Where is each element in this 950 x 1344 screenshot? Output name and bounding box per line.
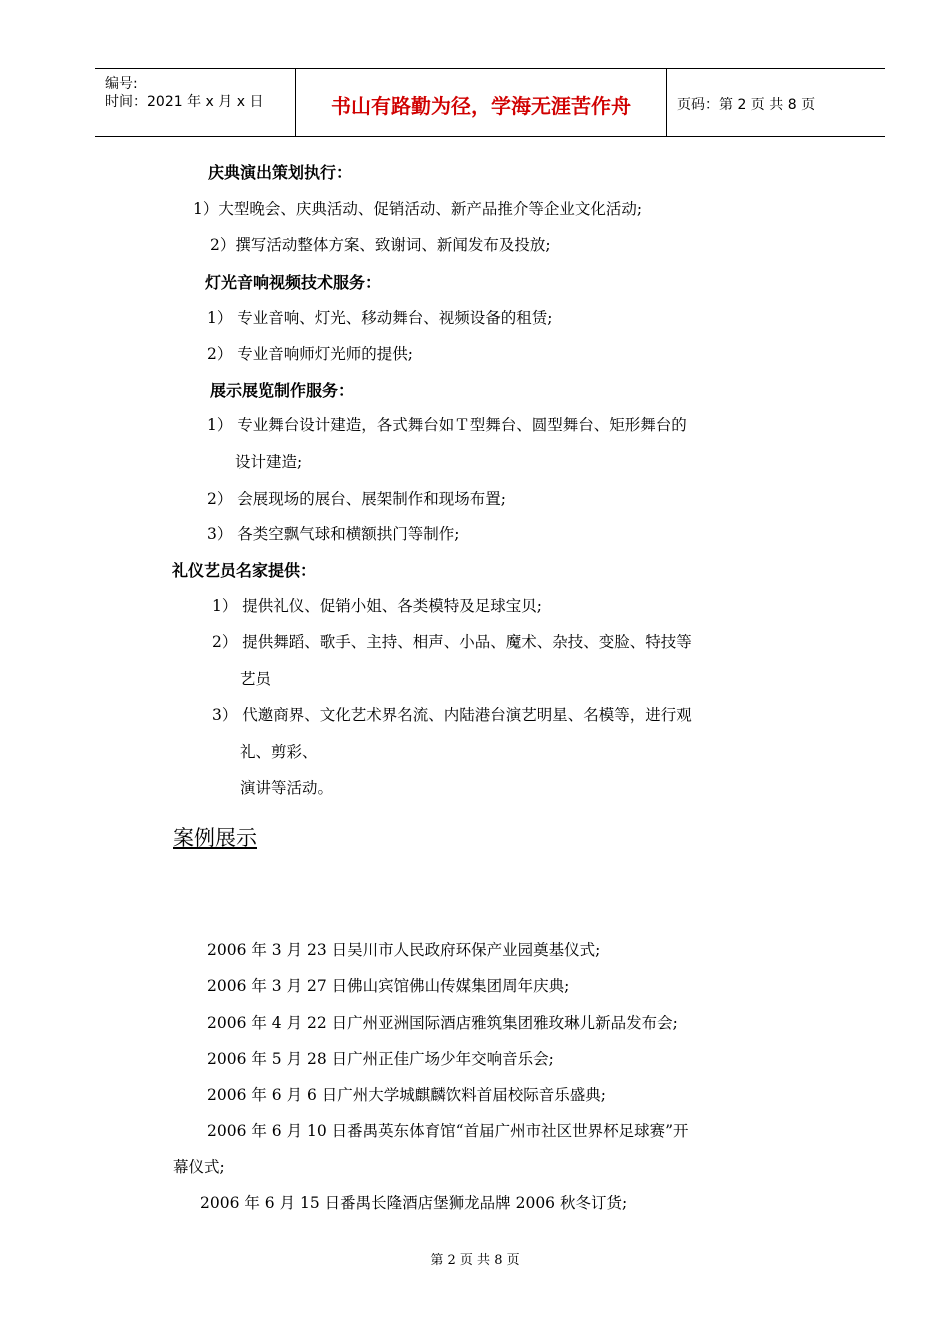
section-title-etiquette: 礼仪艺员名家提供： xyxy=(172,561,317,580)
header-motto-cell xyxy=(296,69,667,136)
page-footer: 第 2 页 共 8 页 xyxy=(430,1253,520,1268)
case-item: 2006 年 6 月 6 日广州大学城麒麟饮料首届校际音乐盛典; xyxy=(207,1086,607,1104)
list-item: 1） 专业舞台设计建造，各式舞台如Ｔ型舞台、圆型舞台、矩形舞台的 xyxy=(207,416,687,434)
case-item: 幕仪式; xyxy=(173,1158,225,1176)
motto: 书山有路勤为径，学海无涯苦作舟 xyxy=(331,94,631,118)
case-item: 2006 年 5 月 28 日广州正佳广场少年交响音乐会; xyxy=(207,1050,554,1068)
header-page-cell xyxy=(667,69,885,136)
case-item: 2006 年 6 月 10 日番禺英东体育馆“首届广州市社区世界杯足球赛”开 xyxy=(207,1122,689,1140)
list-item: 3） 代邀商界、文化艺术界名流、内陆港台演艺明星、名模等，进行观 xyxy=(212,706,692,724)
list-item: 1）大型晚会、庆典活动、促销活动、新产品推介等企业文化活动; xyxy=(193,200,643,218)
list-item: 演讲等活动。 xyxy=(240,779,334,797)
page-info: 页码：第 2 页 共 8 页 xyxy=(677,97,816,113)
cases-title: 案例展示 xyxy=(173,826,257,850)
time-label: 时间：2021 年 x 月 x 日 xyxy=(105,94,264,110)
list-item: 2）撰写活动整体方案、致谢词、新闻发布及投放; xyxy=(210,236,551,254)
section-title-celebration: 庆典演出策划执行： xyxy=(208,163,353,182)
list-item: 艺员 xyxy=(240,670,272,688)
case-item: 2006 年 3 月 27 日佛山宾馆佛山传媒集团周年庆典; xyxy=(207,977,570,995)
section-title-lighting: 灯光音响视频技术服务： xyxy=(205,273,382,292)
list-item: 1） 提供礼仪、促销小姐、各类模特及足球宝贝; xyxy=(212,597,543,615)
list-item: 3） 各类空飘气球和横额拱门等制作; xyxy=(207,525,460,543)
list-item: 2） 提供舞蹈、歌手、主持、相声、小品、魔术、杂技、变脸、特技等 xyxy=(212,633,692,651)
case-item: 2006 年 4 月 22 日广州亚洲国际酒店雅筑集团雅玫琳儿新品发布会; xyxy=(207,1014,678,1032)
list-item: 2） 专业音响师灯光师的提供; xyxy=(207,345,414,363)
section-title-exhibition: 展示展览制作服务： xyxy=(210,381,355,400)
list-item: 设计建造; xyxy=(235,453,303,471)
list-item: 2） 会展现场的展台、展架制作和现场布置; xyxy=(207,490,507,508)
header-meta xyxy=(95,69,296,136)
list-item: 1） 专业音响、灯光、移动舞台、视频设备的租赁; xyxy=(207,309,553,327)
case-item: 2006 年 6 月 15 日番禺长隆酒店堡狮龙品牌 2006 秋冬订货; xyxy=(200,1194,628,1212)
page-header xyxy=(95,68,885,137)
serial-label: 编号: xyxy=(105,76,138,92)
case-item: 2006 年 3 月 23 日吴川市人民政府环保产业园奠基仪式; xyxy=(207,941,601,959)
list-item: 礼、剪彩、 xyxy=(240,743,318,761)
